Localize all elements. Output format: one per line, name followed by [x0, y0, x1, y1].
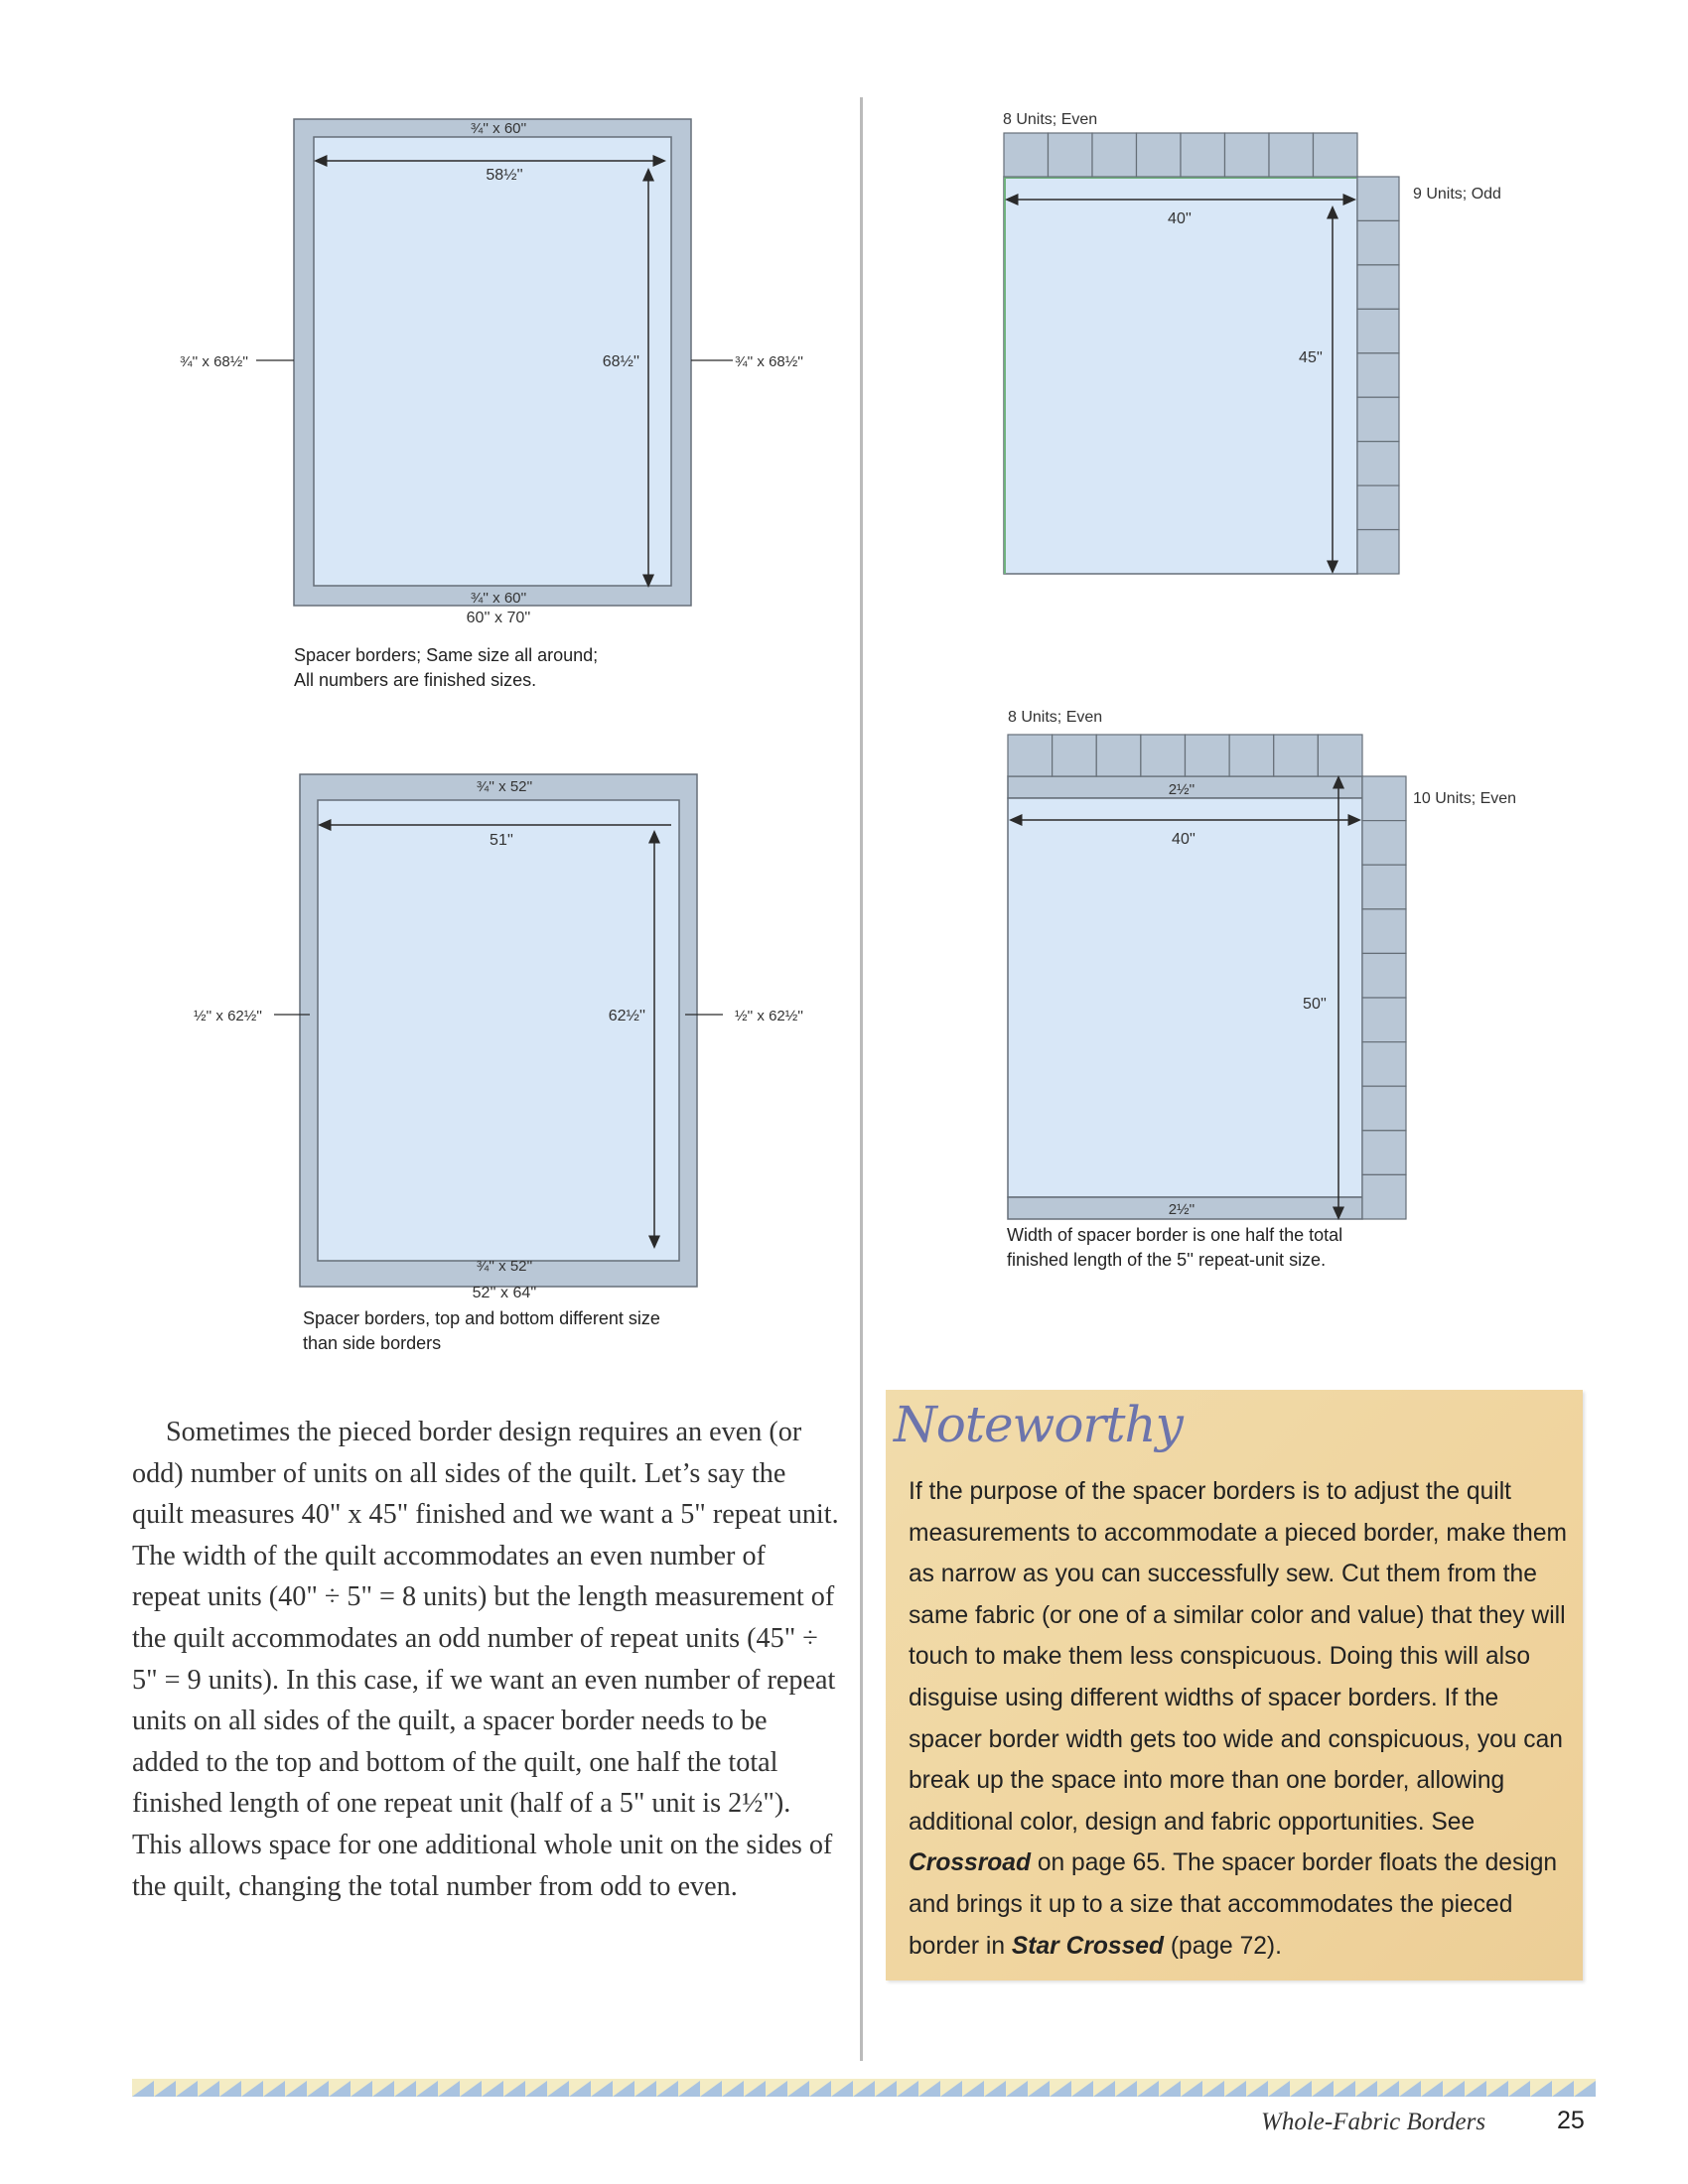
repeat-unit — [1318, 735, 1362, 776]
repeat-unit — [1274, 735, 1319, 776]
repeat-unit — [1141, 735, 1186, 776]
inner-length-label: 68½'' — [602, 353, 639, 370]
column-divider — [860, 97, 863, 2061]
width-label: 40'' — [1172, 831, 1196, 848]
repeat-unit — [1004, 133, 1049, 177]
noteworthy-text — [909, 1471, 1569, 1967]
noteworthy-text-2: on page 65. The spacer border floats the design and brings it up to a size that accommodates the pieced border in — [909, 1849, 1558, 1960]
top-border-label: ¾'' x 60'' — [470, 120, 527, 137]
inner-width-label: 58½'' — [486, 167, 523, 184]
diagram-spacer-same-size — [149, 109, 844, 625]
page-number: 25 — [1557, 2107, 1585, 2134]
body-paragraph: Sometimes the pieced border design requires an even (or odd) number of units on all sides of the quilt. Let’s say the quilt measures 40" x 45" finished and we want a 5" repeat unit. The width of the quilt accommodates an even number of repeat units (40" ÷ 5" = 8 units) but the length measurement of the quilt accommodates an odd number of repeat units (45" ÷ 5" = 9 units). In this case, if we want an even number of repeat units on all sides of the quilt, a spacer border needs to be added to the top and bottom of the quilt, one half the total finished length of one repeat unit (half of a 5" unit is 2½"). This allows space for one additional whole unit on the sides of the quilt, changing the total number from odd to even. — [132, 1417, 839, 1902]
repeat-unit — [1008, 735, 1053, 776]
repeat-unit — [1225, 133, 1270, 177]
repeat-unit — [1362, 1174, 1406, 1219]
side-units-label: 9 Units; Odd — [1413, 186, 1501, 203]
noteworthy-text-1: If the purpose of the spacer borders is to adjust the quilt measurements to accommodate a pieced border, make them as narrow as you can successfully sew. Cut them from the same fabric (or one of a similar color and value) that they will touch to make them less conspicuous. Doing this will also disguise using different widths of spacer borders. If the spacer border width gets too wide and conspicuous, you can break up the space into more than one border, allowing additional color, design and fabric opportunities. See — [909, 1478, 1567, 1836]
repeat-unit — [1362, 865, 1406, 909]
repeat-unit — [1357, 530, 1399, 574]
footer-decorative-strip — [132, 2079, 1596, 2097]
repeat-unit — [1049, 133, 1093, 177]
overall-size-label: 60'' x 70'' — [466, 610, 531, 625]
quilt-center — [318, 800, 679, 1261]
inner-length-label: 62½'' — [608, 1008, 645, 1024]
repeat-unit — [1362, 1131, 1406, 1175]
quilt-center — [1004, 177, 1357, 574]
repeat-unit — [1362, 821, 1406, 866]
side-units-label: 10 Units; Even — [1413, 790, 1517, 807]
repeat-unit — [1357, 177, 1399, 220]
left-border-label: ¾'' x 68½'' — [180, 353, 248, 370]
repeat-unit — [1357, 265, 1399, 309]
repeat-unit — [1362, 998, 1406, 1042]
bottom-border-label: ¾'' x 52'' — [476, 1258, 533, 1275]
diagram-spacer-different-sizes — [149, 764, 844, 1300]
spacer-bottom-label: 2½'' — [1168, 1201, 1196, 1218]
repeat-unit — [1096, 735, 1141, 776]
repeat-unit — [1357, 309, 1399, 352]
top-units-label: 8 Units; Even — [1008, 709, 1103, 726]
crossroad-reference: Crossroad — [909, 1849, 1032, 1877]
diagram-odd-even-units — [993, 99, 1549, 586]
repeat-unit — [1137, 133, 1182, 177]
overall-size-label: 52'' x 64'' — [472, 1285, 537, 1300]
repeat-unit — [1186, 735, 1230, 776]
repeat-unit — [1181, 133, 1225, 177]
repeat-unit — [1314, 133, 1358, 177]
diagram4-caption: Width of spacer border is one half the total finished length of the 5'' repeat-unit size. — [1007, 1225, 1343, 1270]
repeat-unit — [1357, 397, 1399, 441]
noteworthy-title: Noteworthy — [894, 1396, 1183, 1453]
diagram-even-units-with-spacer — [993, 700, 1549, 1286]
footer-section-title: Whole-Fabric Borders — [1261, 2109, 1486, 2135]
right-border-label: ½'' x 62½'' — [735, 1008, 803, 1024]
right-border-label: ¾'' x 68½'' — [735, 353, 803, 370]
inner-width-label: 51'' — [490, 832, 513, 849]
length-label: 50'' — [1303, 996, 1327, 1013]
repeat-unit — [1362, 1086, 1406, 1131]
noteworthy-text-3: (page 72). — [1164, 1932, 1282, 1960]
width-label: 40'' — [1168, 210, 1192, 227]
repeat-unit — [1357, 220, 1399, 264]
repeat-unit — [1357, 485, 1399, 529]
repeat-unit — [1362, 909, 1406, 954]
repeat-unit — [1362, 953, 1406, 998]
star-crossed-reference: Star Crossed — [1011, 1932, 1164, 1960]
repeat-unit — [1053, 735, 1097, 776]
repeat-unit — [1362, 776, 1406, 821]
top-units-label: 8 Units; Even — [1003, 111, 1098, 128]
repeat-unit — [1357, 442, 1399, 485]
spacer-top-label: 2½'' — [1168, 781, 1196, 798]
left-border-label: ½'' x 62½'' — [194, 1008, 262, 1024]
noteworthy-box — [886, 1390, 1583, 1980]
top-border-label: ¾'' x 52'' — [476, 778, 533, 795]
bottom-border-label: ¾'' x 60'' — [470, 590, 527, 607]
repeat-unit — [1229, 735, 1274, 776]
repeat-unit — [1357, 353, 1399, 397]
diagram2-caption: Spacer borders, top and bottom different size than side borders — [303, 1308, 660, 1353]
diagram1-caption: Spacer borders; Same size all around; All numbers are finished sizes. — [294, 645, 599, 690]
repeat-unit — [1362, 1042, 1406, 1087]
repeat-unit — [1269, 133, 1314, 177]
repeat-unit — [1092, 133, 1137, 177]
length-label: 45'' — [1299, 349, 1323, 366]
